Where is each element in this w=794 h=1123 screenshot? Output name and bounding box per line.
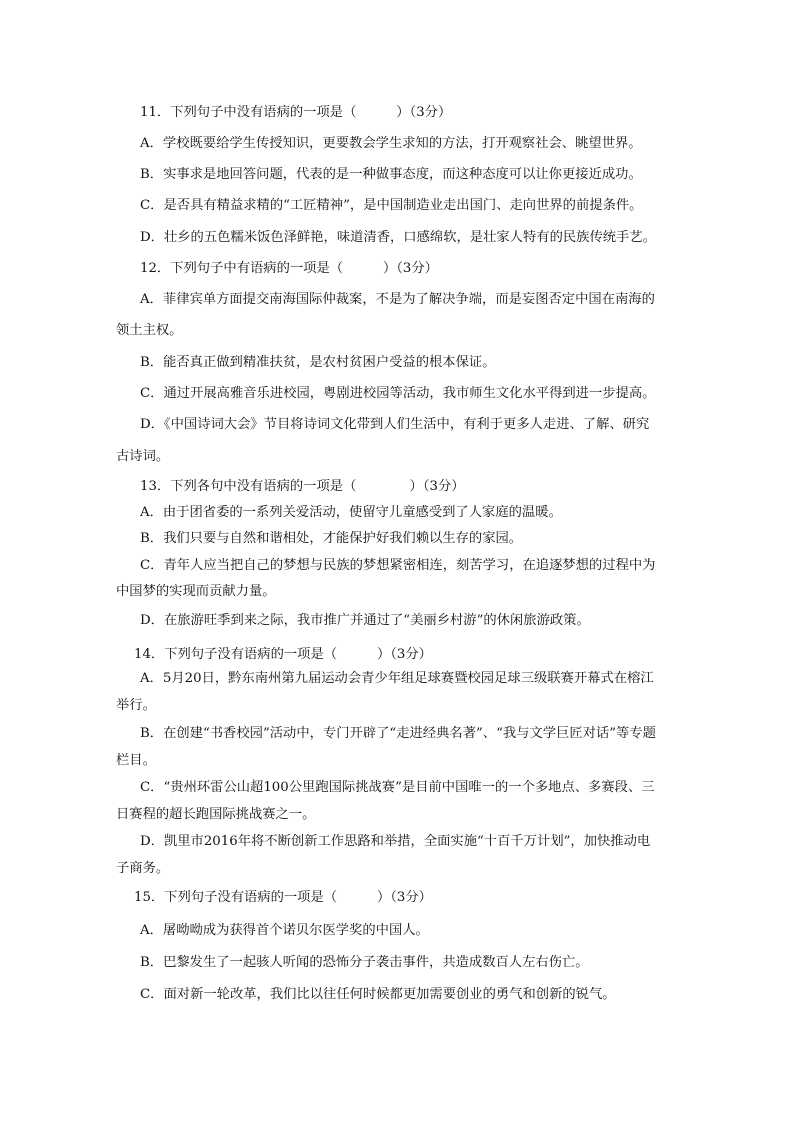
question-14-option-a: A．5月20日，黔东南州第九届运动会青少年组足球赛暨校园足球三级联赛开幕式在榕江 (140, 671, 654, 686)
question-13-option-b: B．我们只要与自然和谐相处，才能保护好我们赖以生存的家园。 (140, 531, 523, 546)
question-12-stem: 12．下列句子中有语病的一项是（ ）（3分） (140, 261, 438, 276)
question-14-option-b: B．在创建“书香校园”活动中，专门开辟了“走进经典名著”、“我与文学巨匠对话”等专题 (140, 726, 656, 741)
question-11-option-b: B．实事求是地回答问题，代表的是一种做事态度，而这种态度可以让你更接近成功。 (140, 167, 642, 182)
question-11-stem: 11．下列句子中没有语病的一项是（ ）（3分） (140, 105, 452, 120)
question-15-option-a: A．屠呦呦成为获得首个诺贝尔医学奖的中国人。 (140, 923, 429, 938)
question-12-option-c: C．通过开展高雅音乐进校园，粤剧进校园等活动，我市师生文化水平得到进一步提高。 (140, 386, 656, 401)
question-14-option-c: C．“贵州环雷公山超100公里跑国际挑战赛”是目前中国唯一的一个多地点、多赛段、三 (140, 780, 655, 795)
question-11-option-d: D．壮乡的五色糯米饭色泽鲜艳，味道清香，口感绵软，是壮家人特有的民族传统手艺。 (140, 230, 656, 245)
question-14-option-b-cont: 栏目。 (116, 753, 156, 768)
question-12-option-a: A．菲律宾单方面提交南海国际仲裁案，不是为了解决争端，而是妄图否定中国在南海的 (140, 292, 655, 307)
question-12-option-d: D．《中国诗词大会》节目将诗词文化带到人们生活中，有利于更多人走进、了解、研究 (140, 417, 650, 432)
question-14-option-c-cont: 日赛程的超长跑国际挑战赛之一。 (116, 807, 316, 822)
question-15-stem: 15．下列句子没有语病的一项是（ ）（3分） (134, 890, 432, 905)
question-15-option-c: C．面对新一轮改革，我们比以往任何时候都更加需要创业的勇气和创新的锐气。 (140, 987, 616, 1002)
question-12-option-b: B．能否真正做到精准扶贫，是农村贫困户受益的根本保证。 (140, 355, 496, 370)
question-14-option-d: D．凯里市2016年将不断创新工作思路和举措，全面实施“十百千万计划”，加快推动电 (140, 834, 651, 849)
question-15-option-b: B．巴黎发生了一起骇人听闻的恐怖分子袭击事件，共造成数百人左右伤亡。 (140, 955, 589, 970)
question-12-option-d-cont: 古诗词。 (116, 449, 170, 464)
question-11-option-a: A．学校既要给学生传授知识，更要教会学生求知的方法，打开观察社会、眺望世界。 (140, 136, 642, 151)
question-12-option-a-cont: 领土主权。 (116, 323, 183, 338)
question-13-option-c: C．青年人应当把自己的梦想与民族的梦想紧密相连，刻苦学习，在追逐梦想的过程中为 (140, 558, 656, 573)
question-13-stem: 13．下列各句中没有语病的一项是（ ）（3分） (140, 479, 465, 494)
question-14-option-d-cont: 子商务。 (116, 861, 170, 876)
question-13-option-c-cont: 中国梦的实现而贡献力量。 (116, 584, 276, 599)
question-14-option-a-cont: 举行。 (116, 698, 156, 713)
question-14-stem: 14．下列句子没有语病的一项是（ ）（3分） (134, 647, 432, 662)
question-11-option-c: C．是否具有精益求精的“工匠精神”，是中国制造业走出国门、走向世界的前提条件。 (140, 198, 643, 213)
question-13-option-d: D．在旅游旺季到来之际，我市推广并通过了“美丽乡村游”的休闲旅游政策。 (140, 613, 590, 628)
question-13-option-a: A．由于团省委的一系列关爱活动，使留守儿童感受到了人家庭的温暖。 (140, 505, 562, 520)
